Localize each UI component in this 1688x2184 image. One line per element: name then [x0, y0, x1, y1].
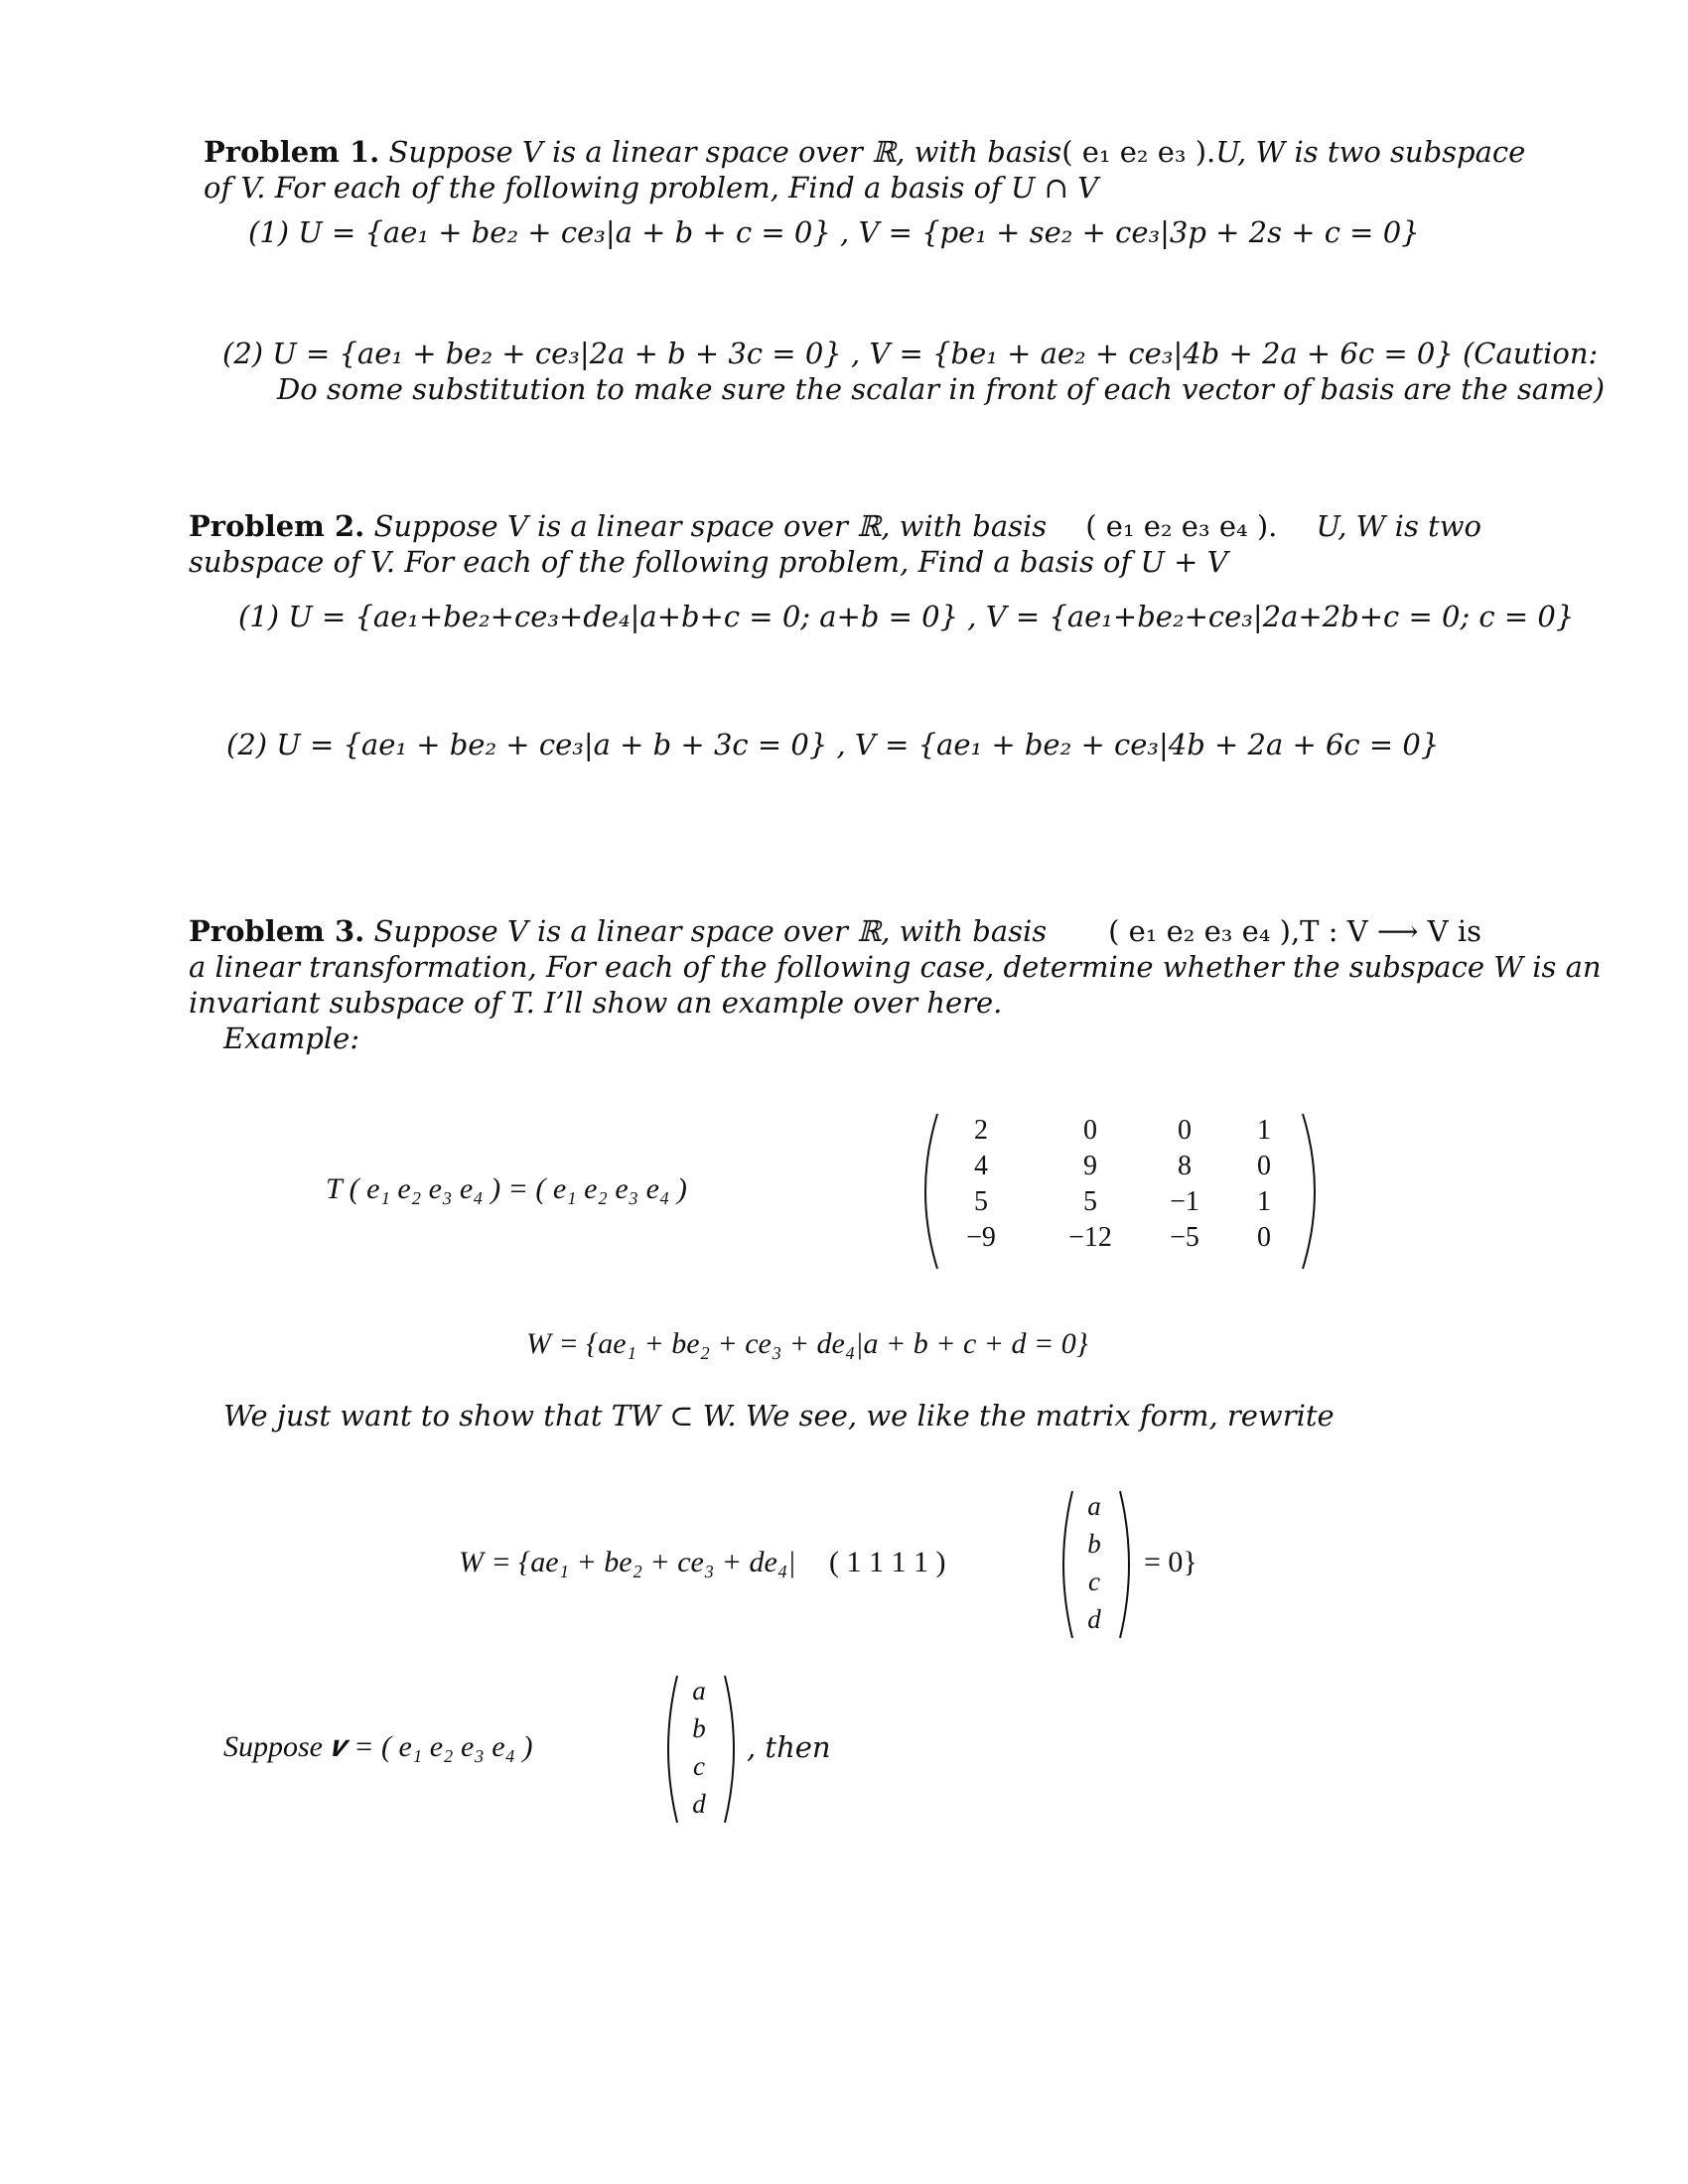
- problem2-basis: ( e₁ e₂ e₃ e₄ ).: [1085, 509, 1278, 543]
- problem2-part2: (2) U = {ae₁ + be₂ + ce₃|a + b + 3c = 0} , V = {ae₁ + be₂ + ce₃|4b + 2a + 6c = 0}: [226, 728, 1440, 761]
- matrix-cell: 4: [974, 1151, 988, 1181]
- problem3-label: Problem 3.: [189, 914, 365, 948]
- vector-entry: a: [1087, 1491, 1101, 1521]
- v-vector-right-paren: [721, 1674, 745, 1825]
- v-vector-entry: c: [693, 1751, 705, 1781]
- matrix-cell: −12: [1068, 1222, 1112, 1253]
- vector-right-paren: [1116, 1489, 1140, 1640]
- problem3-basis: ( e₁ e₂ e₃ e₄ ),T : V ⟶ V is: [1108, 914, 1481, 948]
- problem1-part1: (1) U = {ae₁ + be₂ + ce₃|a + b + c = 0} , V = {pe₁ + se₂ + ce₃|3p + 2s + c = 0}: [248, 215, 1420, 249]
- matrix-cell: 5: [1083, 1186, 1097, 1217]
- problem1-label: Problem 1.: [204, 135, 380, 169]
- problem3-line3: invariant subspace of T. I’ll show an example over here.: [189, 986, 1003, 1020]
- suppose-rhs: , then: [747, 1730, 831, 1764]
- matrix-cell: −5: [1170, 1222, 1199, 1253]
- v-vector-entry: b: [692, 1713, 706, 1743]
- problem1-statement-end: U, W is two subspace: [1215, 135, 1526, 169]
- problem2-line2: subspace of V. For each of the following problem, Find a basis of U + V: [189, 545, 1228, 579]
- vector-entry: d: [1087, 1604, 1101, 1634]
- row-vector: ( 1 1 1 1 ): [829, 1546, 946, 1578]
- problem1-basis: ( e₁ e₂ e₃ ).: [1061, 135, 1216, 169]
- problem3-line1: [189, 913, 1481, 949]
- w-definition: W = {ae₁ + be₂ + ce₃ + de₄|a + b + c + d = 0}: [526, 1327, 1088, 1360]
- v-vector-entry: a: [692, 1676, 706, 1706]
- problem1-statement: Suppose V is a linear space over ℝ, with basis: [388, 135, 1062, 169]
- problem2-line1: [189, 508, 1481, 544]
- problem2-statement-end: U, W is two: [1316, 509, 1481, 543]
- matrix-cell: 2: [974, 1115, 988, 1146]
- problem1-part2-caution: Do some substitution to make sure the scalar in front of each vector of basis are the same): [277, 372, 1606, 406]
- matrix-cell: 1: [1257, 1115, 1271, 1146]
- problem1-part2: (2) U = {ae₁ + be₂ + ce₃|2a + b + 3c = 0} , V = {be₁ + ae₂ + ce₃|4b + 2a + 6c = 0} (Caution:: [222, 337, 1599, 370]
- matrix-cell: 1: [1257, 1186, 1271, 1217]
- matrix-left-paren: [912, 1112, 941, 1271]
- show-text: We just want to show that TW ⊂ W. We see, we like the matrix form, rewrite: [223, 1399, 1335, 1433]
- problem2-label: Problem 2.: [189, 509, 365, 543]
- vector-entry: b: [1087, 1529, 1101, 1559]
- matrix-cell: 9: [1083, 1151, 1097, 1181]
- v-vector-entry: d: [692, 1789, 706, 1819]
- w-matrix-rhs: = 0}: [1144, 1546, 1197, 1578]
- matrix-cell: 0: [1257, 1222, 1271, 1253]
- v-vector-left-paren: [657, 1674, 681, 1825]
- example-label: Example:: [223, 1022, 360, 1055]
- matrix-cell: −9: [966, 1222, 996, 1253]
- matrix-cell: 5: [974, 1186, 988, 1217]
- suppose-lhs: Suppose 𝒗 = ( e₁ e₂ e₃ e₄ ): [223, 1730, 533, 1763]
- vector-entry: c: [1088, 1567, 1100, 1596]
- matrix-cell: 8: [1178, 1151, 1192, 1181]
- w-matrix-lhs: W = {ae₁ + be₂ + ce₃ + de₄|: [459, 1546, 796, 1578]
- matrix-cell: 0: [1083, 1115, 1097, 1146]
- vector-left-paren: [1053, 1489, 1076, 1640]
- problem3-statement: Suppose V is a linear space over ℝ, with basis: [373, 914, 1048, 948]
- transformation-lhs: T ( e₁ e₂ e₃ e₄ ) = ( e₁ e₂ e₃ e₄ ): [326, 1172, 687, 1205]
- problem3-line2: a linear transformation, For each of the following case, determine whether the subspace W is an: [189, 950, 1602, 984]
- problem1-line1: [204, 134, 1526, 170]
- problem1-line2: of V. For each of the following problem, Find a basis of U ∩ V: [204, 171, 1099, 205]
- problem2-statement: Suppose V is a linear space over ℝ, with basis: [373, 509, 1048, 543]
- problem2-part1: (1) U = {ae₁+be₂+ce₃+de₄|a+b+c = 0; a+b = 0} , V = {ae₁+be₂+ce₃|2a+2b+c = 0; c = 0}: [238, 600, 1575, 633]
- matrix-cell: 0: [1257, 1151, 1271, 1181]
- matrix-cell: 0: [1178, 1115, 1192, 1146]
- matrix-right-paren: [1299, 1112, 1329, 1271]
- matrix-cell: −1: [1170, 1186, 1199, 1217]
